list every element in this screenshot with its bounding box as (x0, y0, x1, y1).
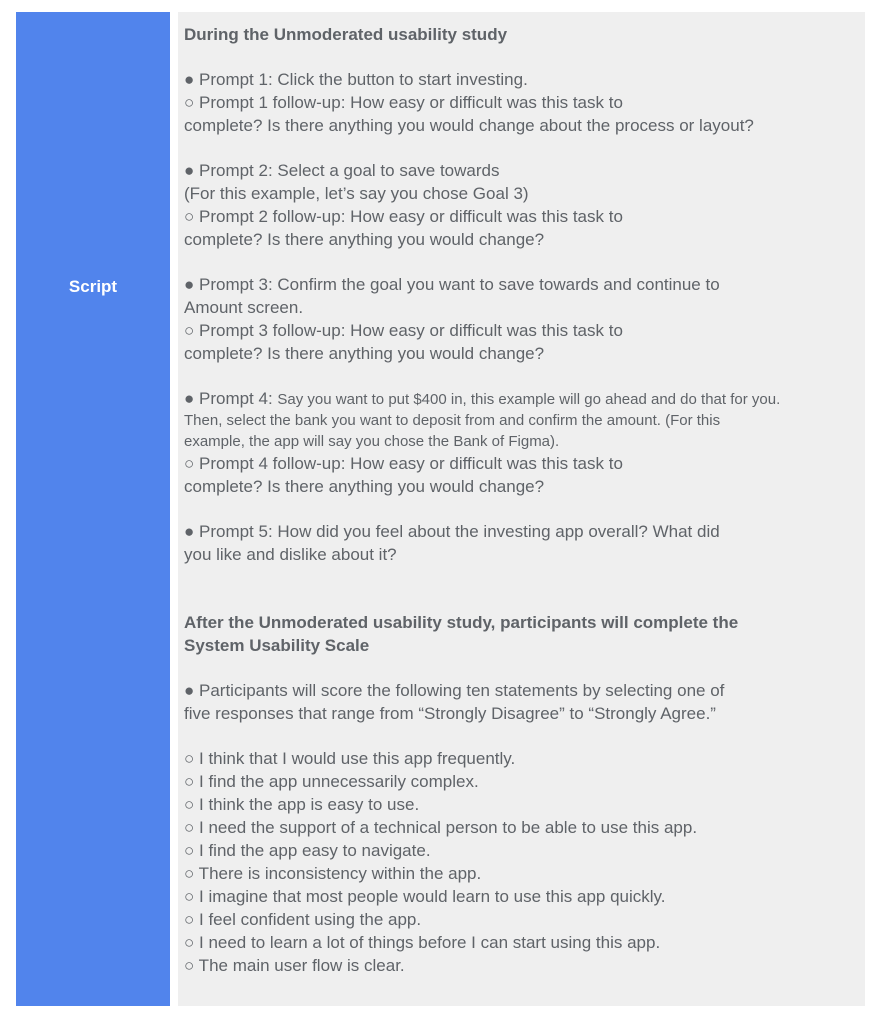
prompt-line: ● Prompt 3: Confirm the goal you want to save towards and continue to (184, 275, 720, 294)
prompt-1 (184, 68, 855, 137)
prompt-line: ● Prompt 1: Click the button to start investing. (184, 70, 528, 89)
prompt-line: Amount screen. (184, 298, 304, 317)
script-content (178, 12, 865, 1006)
heading-line: System Usability Scale (184, 636, 370, 655)
prompt-4-lead: ● Prompt 4: (184, 389, 278, 408)
sus-statement: ○ I find the app easy to navigate. (184, 841, 431, 860)
sus-intro-line: ● Participants will score the following ten statements by selecting one of (184, 681, 725, 700)
prompt-line: complete? Is there anything you would change about the process or layout? (184, 116, 754, 135)
prompt-4 (184, 387, 855, 498)
prompt-line: complete? Is there anything you would change? (184, 477, 545, 496)
prompt-line (184, 387, 855, 410)
row-label-cell (16, 12, 170, 1006)
section-heading-after (184, 611, 855, 657)
prompt-3 (184, 273, 855, 365)
prompt-line: ● Prompt 2: Select a goal to save towards (184, 161, 500, 180)
prompt-line: (For this example, let’s say you chose Goal 3) (184, 184, 529, 203)
sus-statement-list (184, 747, 855, 977)
prompt-line: ○ Prompt 2 follow-up: How easy or difficult was this task to (184, 207, 623, 226)
sus-intro-line: five responses that range from “Strongly Disagree” to “Strongly Agree.” (184, 704, 716, 723)
sus-statement: ○ I need to learn a lot of things before I can start using this app. (184, 933, 661, 952)
prompt-5 (184, 520, 855, 566)
sus-statement: ○ There is inconsistency within the app. (184, 864, 482, 883)
prompt-line: ○ Prompt 3 follow-up: How easy or difficult was this task to (184, 321, 623, 340)
cell-gap (170, 12, 178, 1006)
prompt-line: complete? Is there anything you would change? (184, 230, 545, 249)
prompt-line-small: Then, select the bank you want to deposit from and confirm the amount. (For this (184, 412, 721, 429)
prompt-line-small: example, the app will say you chose the Bank of Figma). (184, 433, 560, 450)
sus-statement: ○ I find the app unnecessarily complex. (184, 772, 479, 791)
sus-statement: ○ I think the app is easy to use. (184, 795, 420, 814)
sus-statement: ○ I imagine that most people would learn to use this app quickly. (184, 887, 666, 906)
prompt-line: you like and dislike about it? (184, 545, 397, 564)
sus-intro (184, 679, 855, 725)
script-table (16, 12, 865, 1006)
heading-line: After the Unmoderated usability study, participants will complete the (184, 613, 739, 632)
prompt-line: ● Prompt 5: How did you feel about the investing app overall? What did (184, 522, 720, 541)
sus-statement: ○ I feel confident using the app. (184, 910, 422, 929)
sus-statement: ○ I think that I would use this app frequently. (184, 749, 516, 768)
row-label: Script (68, 277, 118, 296)
prompt-line: ○ Prompt 1 follow-up: How easy or difficult was this task to (184, 93, 623, 112)
sus-statement: ○ I need the support of a technical person to be able to use this app. (184, 818, 698, 837)
prompt-2 (184, 159, 855, 251)
sus-statement: ○ The main user flow is clear. (184, 956, 405, 975)
section-heading-during: During the Unmoderated usability study (184, 25, 508, 44)
prompt-4-lead-small: Say you want to put $400 in, this example will go ahead and do that for you. (277, 391, 781, 408)
prompt-line: complete? Is there anything you would change? (184, 344, 545, 363)
prompt-line: ○ Prompt 4 follow-up: How easy or difficult was this task to (184, 454, 623, 473)
